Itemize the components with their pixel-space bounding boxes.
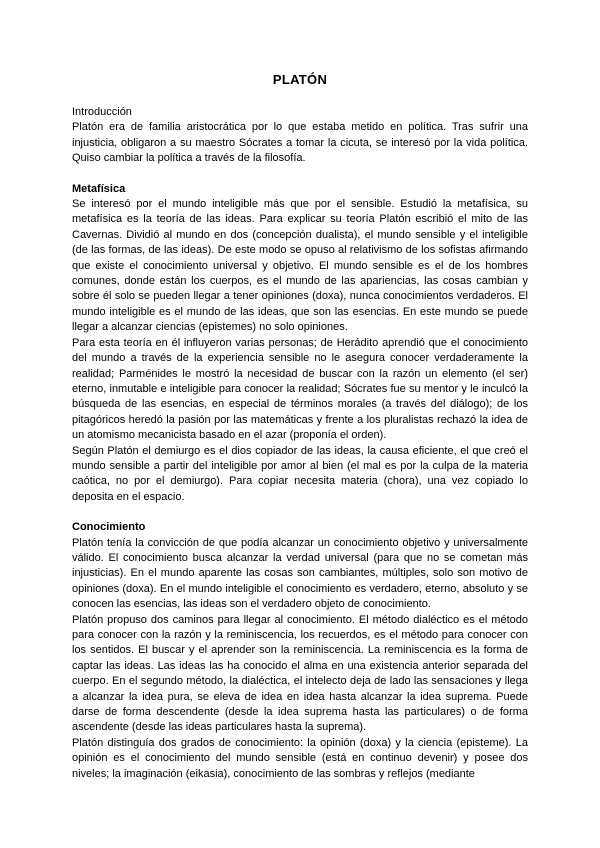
intro-label: Introducción [72, 106, 132, 118]
conocimiento-paragraph: Platón tenía la convicción de que podía alcanzar un conocimiento objetivo y universalmente válido. El conocimiento busca alcanzar la verdad universal (para que no se cometan más injusticias). En el mundo aparente las cosas son cambiantes, múltiples, solo son motivo de opiniones (doxa). En el mundo inteligible el conocimiento es verdadero, eterno, absoluto y se conocen las esencias, las ideas son el verdadero objeto de conocimiento. [72, 536, 528, 611]
metafisica-paragraph: Según Platón el demiurgo es el dios copiador de las ideas, la causa eficiente, el que creó el mundo sensible a partir del inteligible por amor al bien (el mal es por la culpa de la materia caótica, no por el demiurgo). Para copiar necesita materia (chora), una vez copiado lo deposita en el espacio. [72, 444, 528, 503]
intro-paragraph: Platón era de familia aristocrática por lo que estaba metido en política. Tras sufrir una injusticia, obligaron a su maestro Sócrates a tomar la cicuta, se interesó por la vida política. Quiso cambiar la política a través de la filosofía. [72, 121, 528, 165]
intro-section [72, 105, 528, 167]
metafisica-heading: Metafísica [72, 182, 126, 195]
conocimiento-heading: Conocimiento [72, 521, 146, 534]
page-title: PLATÓN [272, 72, 328, 87]
metafisica-paragraph: Para esta teoría en él influyeron varias personas; de Herádito aprendió que el conocimiento del mundo a través de la experiencia sensible no le asegura conocer verdaderamente la realidad; Parménides le mostró la necesidad de buscar con la razón un elemento (el ser) eterno, inmutable e inteligible para conocer la realidad; Sócrates fue su mentor y le inculcó la búsqueda de las esencias, en especial de términos morales (a través del diálogo); de los pitagóricos heredó la pasión por las matemáticas y frente a los pluralistas rechazó la idea de un atomismo mecanicista basado en el azar (proponía el orden). [72, 336, 528, 442]
metafisica-section [72, 182, 528, 506]
conocimiento-paragraph: Platón propuso dos caminos para llegar al conocimiento. El método dialéctico es el método para conocer con la razón y la reminiscencia, los recuerdos, es el método para conocer con los sentidos. El buscar y el aprender son la reminiscencia. La reminiscencia es la forma de captar las ideas. Las ideas las ha conocido el alma en una existencia anterior separada del cuerpo. En el segundo método, la dialéctica, el intelecto deja de lado las sensaciones y llega a alcanzar la idea pura, se eleva de idea en idea hasta alcanzar la idea suprema. Puede darse de forma descendente (desde la idea suprema hasta las particulares) o de forma ascendente (desde las ideas particulares hasta la suprema). [72, 613, 528, 734]
conocimiento-section [72, 520, 528, 782]
conocimiento-paragraph: Platón distinguía dos grados de conocimiento: la opinión (doxa) y la ciencia (episteme). La opinión es el conocimiento del mundo sensible (está en continuo devenir) y posee dos niveles; la imaginación (eikasia), conocimiento de las sombras y reflejos (mediante [72, 736, 528, 780]
metafisica-paragraph: Se interesó por el mundo inteligible más que por el sensible. Estudió la metafísica, su metafísica es la teoría de las ideas. Para explicar su teoría Platón escribió el mito de las Cavernas. Dividió al mundo en dos (concepción dualista), el mundo sensible y el inteligible (de las formas, de las ideas). De este modo se opuso al relativismo de los sofistas afirmando que existe el conocimiento universal y objetivo. El mundo sensible es el de los hombres comunes, donde están los cuerpos, es el mundo de las apariencias, las cosas cambian y sobre él solo se pueden llegar a tener opiniones (doxa), nunca conocimientos verdaderos. El mundo inteligible es el mundo de las ideas, que son las esencias. En este mundo se puede llegar a alcanzar ciencias (epistemes) no solo opiniones. [72, 198, 528, 334]
